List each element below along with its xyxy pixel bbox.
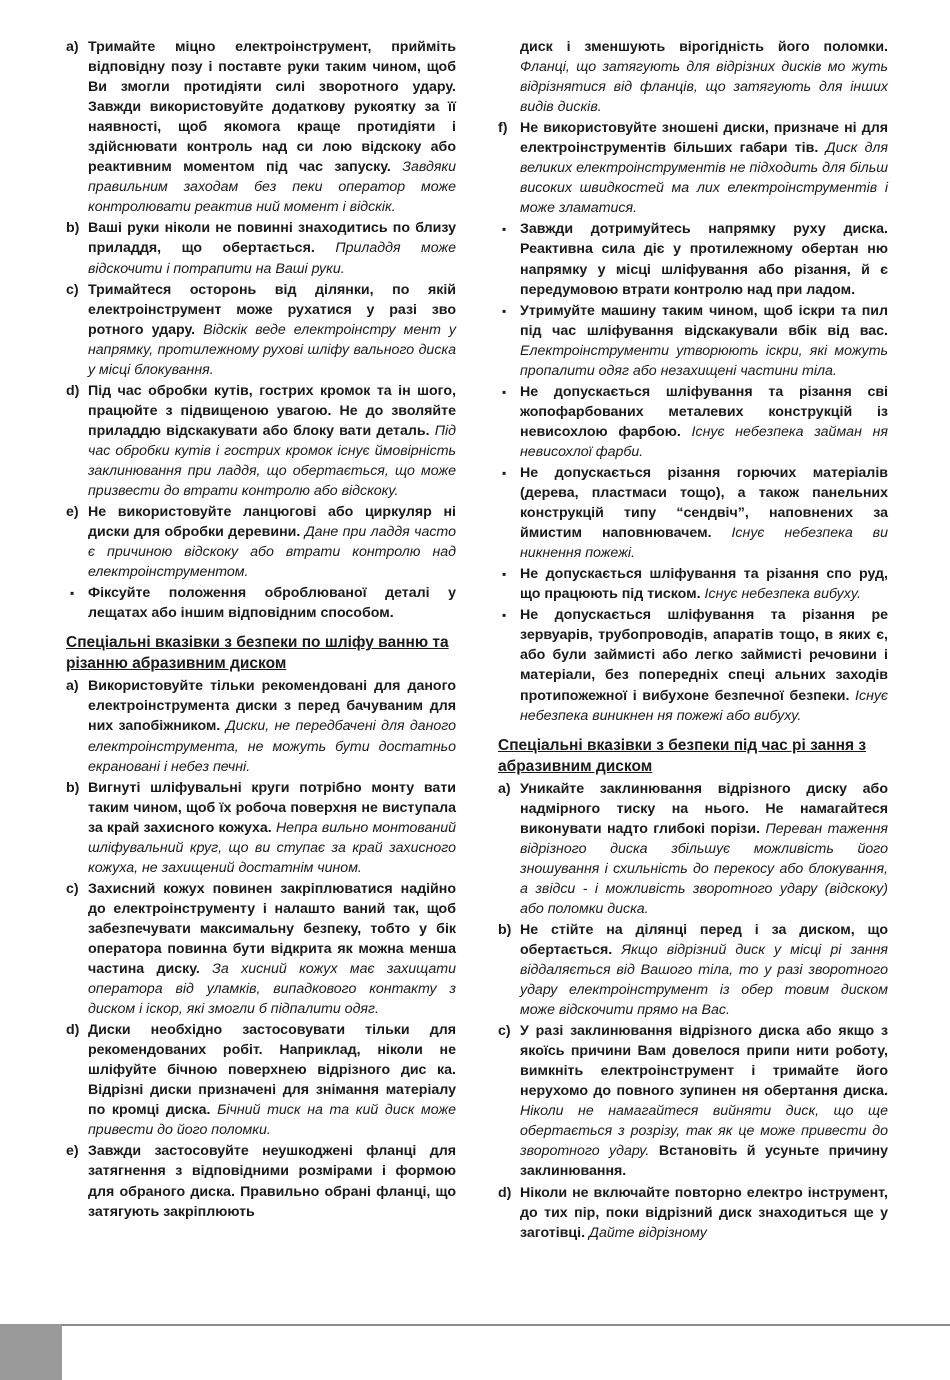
bullet-marker: ▪ <box>70 586 75 601</box>
instruction-text: диск і зменшують вірогідність його поломки. <box>520 39 888 55</box>
list-item <box>498 920 888 1020</box>
instruction-text: Ніколи не включайте повторно електро інструмент, до тих пір, поки відрізний диск знаходиться ще у заготівці. <box>520 1184 888 1241</box>
item-letter: e) <box>66 504 79 521</box>
bullet-marker: ▪ <box>502 608 507 623</box>
list-item <box>66 218 456 278</box>
item-letter: a) <box>66 39 79 55</box>
instruction-text: Захисний кожух повинен закріплюватися надійно до електроінструменту і налашто ваний так, щоб забезпечувати максимальну безпеку, тобто у бік оператора повинна бути відкрита як можна менша частина диску. <box>88 880 456 978</box>
explanation-text: Фланці, що затягують для відрізних дисків мо жуть відрізнятися від фланців, що затягують для інших видів дисків. <box>520 59 888 116</box>
bullet-item <box>498 463 888 563</box>
instruction-text: Фіксуйте положення оброблюваної деталі у лещатах або іншим відповідним способом. <box>88 585 456 622</box>
explanation-text: Дане при ладдя часто є причиною відскоку або втрати контролю над електроінструментом. <box>88 524 456 581</box>
footer-rule <box>62 1324 950 1326</box>
bullet-marker: ▪ <box>502 384 507 399</box>
list-item <box>66 879 456 1019</box>
bullet-item <box>498 301 888 381</box>
item-letter: c) <box>66 281 79 298</box>
explanation-text: Існує небезпека ви никнення пожежі. <box>520 525 888 562</box>
instruction-text: Завжди дотримуйтесь напрямку руху диска. Реактивна сила діє у протилежному обертан ню напрямку у місці шліфування або різання, й є передумовою втрати контролю над при ладом. <box>520 221 888 298</box>
instruction-text: Ваші руки ніколи не повинні знаходитись по близу приладдя, що обертається. <box>88 220 456 257</box>
explanation-text: Диск для великих електроінструментів не підходить для більш високих швидкостей ма лих електроінструментів і може зламатися. <box>520 140 888 217</box>
instruction-text: У разі заклинювання відрізного диска або якщо з якоїсь причини Вам довелося припи нити роботу, вимкніть електроінструмент і тримайте його нерухомо до повного зупинен ня обертання диска. <box>520 1023 888 1100</box>
bullet-item <box>498 219 888 299</box>
explanation-text: Приладдя може відскочити і потрапити на Ваші руки. <box>88 240 456 277</box>
explanation-text: Переван таження відрізного диска збільшує можливість його зношування і схильність до перекосу або блокування, а звідси - і можливість зворотного удару (відскоку) або поломки диска. <box>520 820 888 917</box>
explanation-text: Бічний тиск на та кий диск може привести до його поломки. <box>88 1102 456 1139</box>
item-letter: d) <box>498 1184 512 1201</box>
explanation-text: Існує небезпека виникнен ня пожежі або вибуху. <box>520 687 888 724</box>
list-item <box>498 779 888 919</box>
bullet-marker: ▪ <box>502 567 507 582</box>
bullet-marker: ▪ <box>502 303 507 318</box>
instruction-text: Диски необхідно застосовувати тільки для рекомендованих робіт. Наприклад, ніколи не шліфуйте бічною поверхнею відрізного дис ка. Відрізні диски призначені для знімання матеріалу по кромці диска. <box>88 1022 456 1119</box>
bullet-marker: ▪ <box>502 465 507 480</box>
instruction-text: Тримайте міцно електроінструмент, прийміть відповідну позу і поставте руки таким чином, щоб Ви змогли протидіяти силі зворотного удару. Завжди використовуйте додаткову рукоятку за її наявності, щоб якомога краще протидіяти і здійснювати контроль над си лою відскоку або реактивним моментом під час запуску. <box>88 39 456 176</box>
instruction-text: Уникайте заклинювання відрізного диску або надмірного тиску на нього. Не намагайтеся виконувати надто глибокі порізи. <box>520 780 888 837</box>
instruction-text: Не допускається шліфування та різання ре зервуарів, трубопроводів, апаратів тощо, в яких є, або були займисті або легко займисті речовини і матеріали, без попередніх спеці альних заходів протипожежної і вибухоне безпечної безпеки. <box>520 607 888 704</box>
bullet-item <box>498 605 888 725</box>
list-item <box>498 37 888 117</box>
instruction-text: Тримайтеся осторонь від ділянки, по якій електроінструмент може рухатися у разі зво ротного удару. <box>88 281 456 338</box>
instruction-text: Не використовуйте ланцюгові або циркуляр ні диски для обробки деревини. <box>88 504 456 541</box>
explanation-text: Відскік веде електроінстру мент у напрямку, протилежному руховi шліфу вального диска у місці блокування. <box>88 321 457 378</box>
list-item <box>498 118 888 218</box>
section-heading: Спеціальні вказівки з безпеки по шліфу ванню та різанню абразивним диском <box>66 634 449 673</box>
explanation-text: За хисний кожух має захищати оператора від уламків, випадкового контакту з диском і іскор, які змогли б підпалити одяг. <box>88 961 456 1018</box>
explanation-text: Під час обробки кутів і гострих кромок існує ймовірність заклинювання при ладдя, що обертається, що може призвести до втрати контролю або відскоку. <box>88 422 456 500</box>
list-item <box>66 778 456 878</box>
explanation-text: Непра вильно монтований шліфувальний круг, що ви ступає за край захисного кожуха, не захищений достатнім чином. <box>88 819 456 876</box>
instruction-text: Не використовуйте зношені диски, призначе ні для електроінструментів більших габари тів. <box>520 120 888 157</box>
bullet-item <box>66 583 456 623</box>
item-letter: d) <box>66 382 80 399</box>
instruction-text: Не допускається різання горючих матеріалів (дерева, пластмаси тощо), а також панельних конструкцій типу “сендвіч”, наповнених за ймистим наповнювачем. <box>520 464 888 542</box>
page-corner-tab <box>0 1324 62 1380</box>
bullet-marker: ▪ <box>502 222 507 237</box>
explanation-text: Існує небезпека займан ня невисохлої фарби. <box>520 423 888 460</box>
item-letter: d) <box>66 1022 80 1039</box>
item-letter: a) <box>498 780 511 797</box>
item-letter: b) <box>66 220 80 237</box>
explanation-text: Існує небезпека вибуху. <box>704 586 861 603</box>
explanation-text: Диски, не передбачені для даного електроінструмента, не можуть бути достатньо екрановані і небез печні. <box>88 718 456 775</box>
instruction-text: Не стійте на ділянці перед і за диском, що обертається. <box>520 921 888 958</box>
explanation-text: Ніколи не намагайтеся вийняти диск, що ще обертається з розрізу, так як це може привести до зворотного удару. <box>520 1103 888 1160</box>
instruction-text: Встановіть й усуньте причину заклинювання. <box>520 1143 888 1180</box>
bullet-item <box>498 382 888 462</box>
list-item <box>498 1021 888 1181</box>
item-letter: a) <box>66 678 79 695</box>
instruction-text: Не допускається шліфування та різання сві жопофарбованих металевих конструкцій із невисохлою фарбою. <box>520 383 888 440</box>
instruction-text: Використовуйте тільки рекомендовані для даного електроінструмента диски з перед бачуваним для них запобіжником. <box>88 678 456 735</box>
explanation-text: Завдяки правильним заходам без пеки оператор може контролювати реактив ний момент і відскік. <box>88 159 456 216</box>
instruction-text: Утримуйте машину таким чином, щоб іскри та пил під час шліфування відскакували вбік від вас. <box>520 302 888 339</box>
section-heading: Спеціальні вказівки з безпеки під час рі зання з абразивним диском <box>498 736 867 775</box>
list-item <box>66 37 456 217</box>
instruction-text: Вигнуті шліфувальні круги потрібно монту вати таким чином, щоб їх робоча поверхня не виступала за край захисного кожуха. <box>88 779 456 836</box>
item-letter: b) <box>66 779 80 796</box>
list-item <box>66 676 456 776</box>
list-item <box>66 280 456 380</box>
list-item <box>66 381 456 501</box>
item-letter: b) <box>498 921 512 938</box>
list-item <box>66 1141 456 1221</box>
explanation-text: Якщо відрізний диск у місці рі зання віддаляється від Вашого тіла, то у разі зворотного удару електроінструмент із обер товим диском може відскочити прямо на Вас. <box>520 941 888 1019</box>
left-column <box>66 37 456 1223</box>
explanation-text: Електроінструменти утворюють іскри, які можуть пропалити одяг або незахищені частини тіла. <box>520 342 888 379</box>
instruction-text: Не допускається шліфування та різання спо руд, що працюють під тиском. <box>520 566 888 603</box>
right-column <box>498 37 888 1244</box>
item-letter: f) <box>498 120 508 137</box>
list-item <box>66 1020 456 1140</box>
instruction-text: Під час обробки кутів, гострих кромок та ін шого, працюйте з підвищеною увагою. Не до зволяйте приладдю відскакувати або блоку вати деталь. <box>88 382 456 439</box>
item-letter: c) <box>66 880 79 897</box>
item-letter: e) <box>66 1143 79 1160</box>
list-item <box>66 502 456 582</box>
instruction-text: Завжди застосовуйте неушкоджені фланці для затягнення з відповідними розмірами і формою для обраного диска. Правильно обрані фланці, що затягують закріплюють <box>88 1143 456 1220</box>
explanation-text: Дайте відрізному <box>588 1224 707 1241</box>
bullet-item <box>498 564 888 604</box>
list-item <box>498 1183 888 1243</box>
item-letter: c) <box>498 1023 511 1040</box>
